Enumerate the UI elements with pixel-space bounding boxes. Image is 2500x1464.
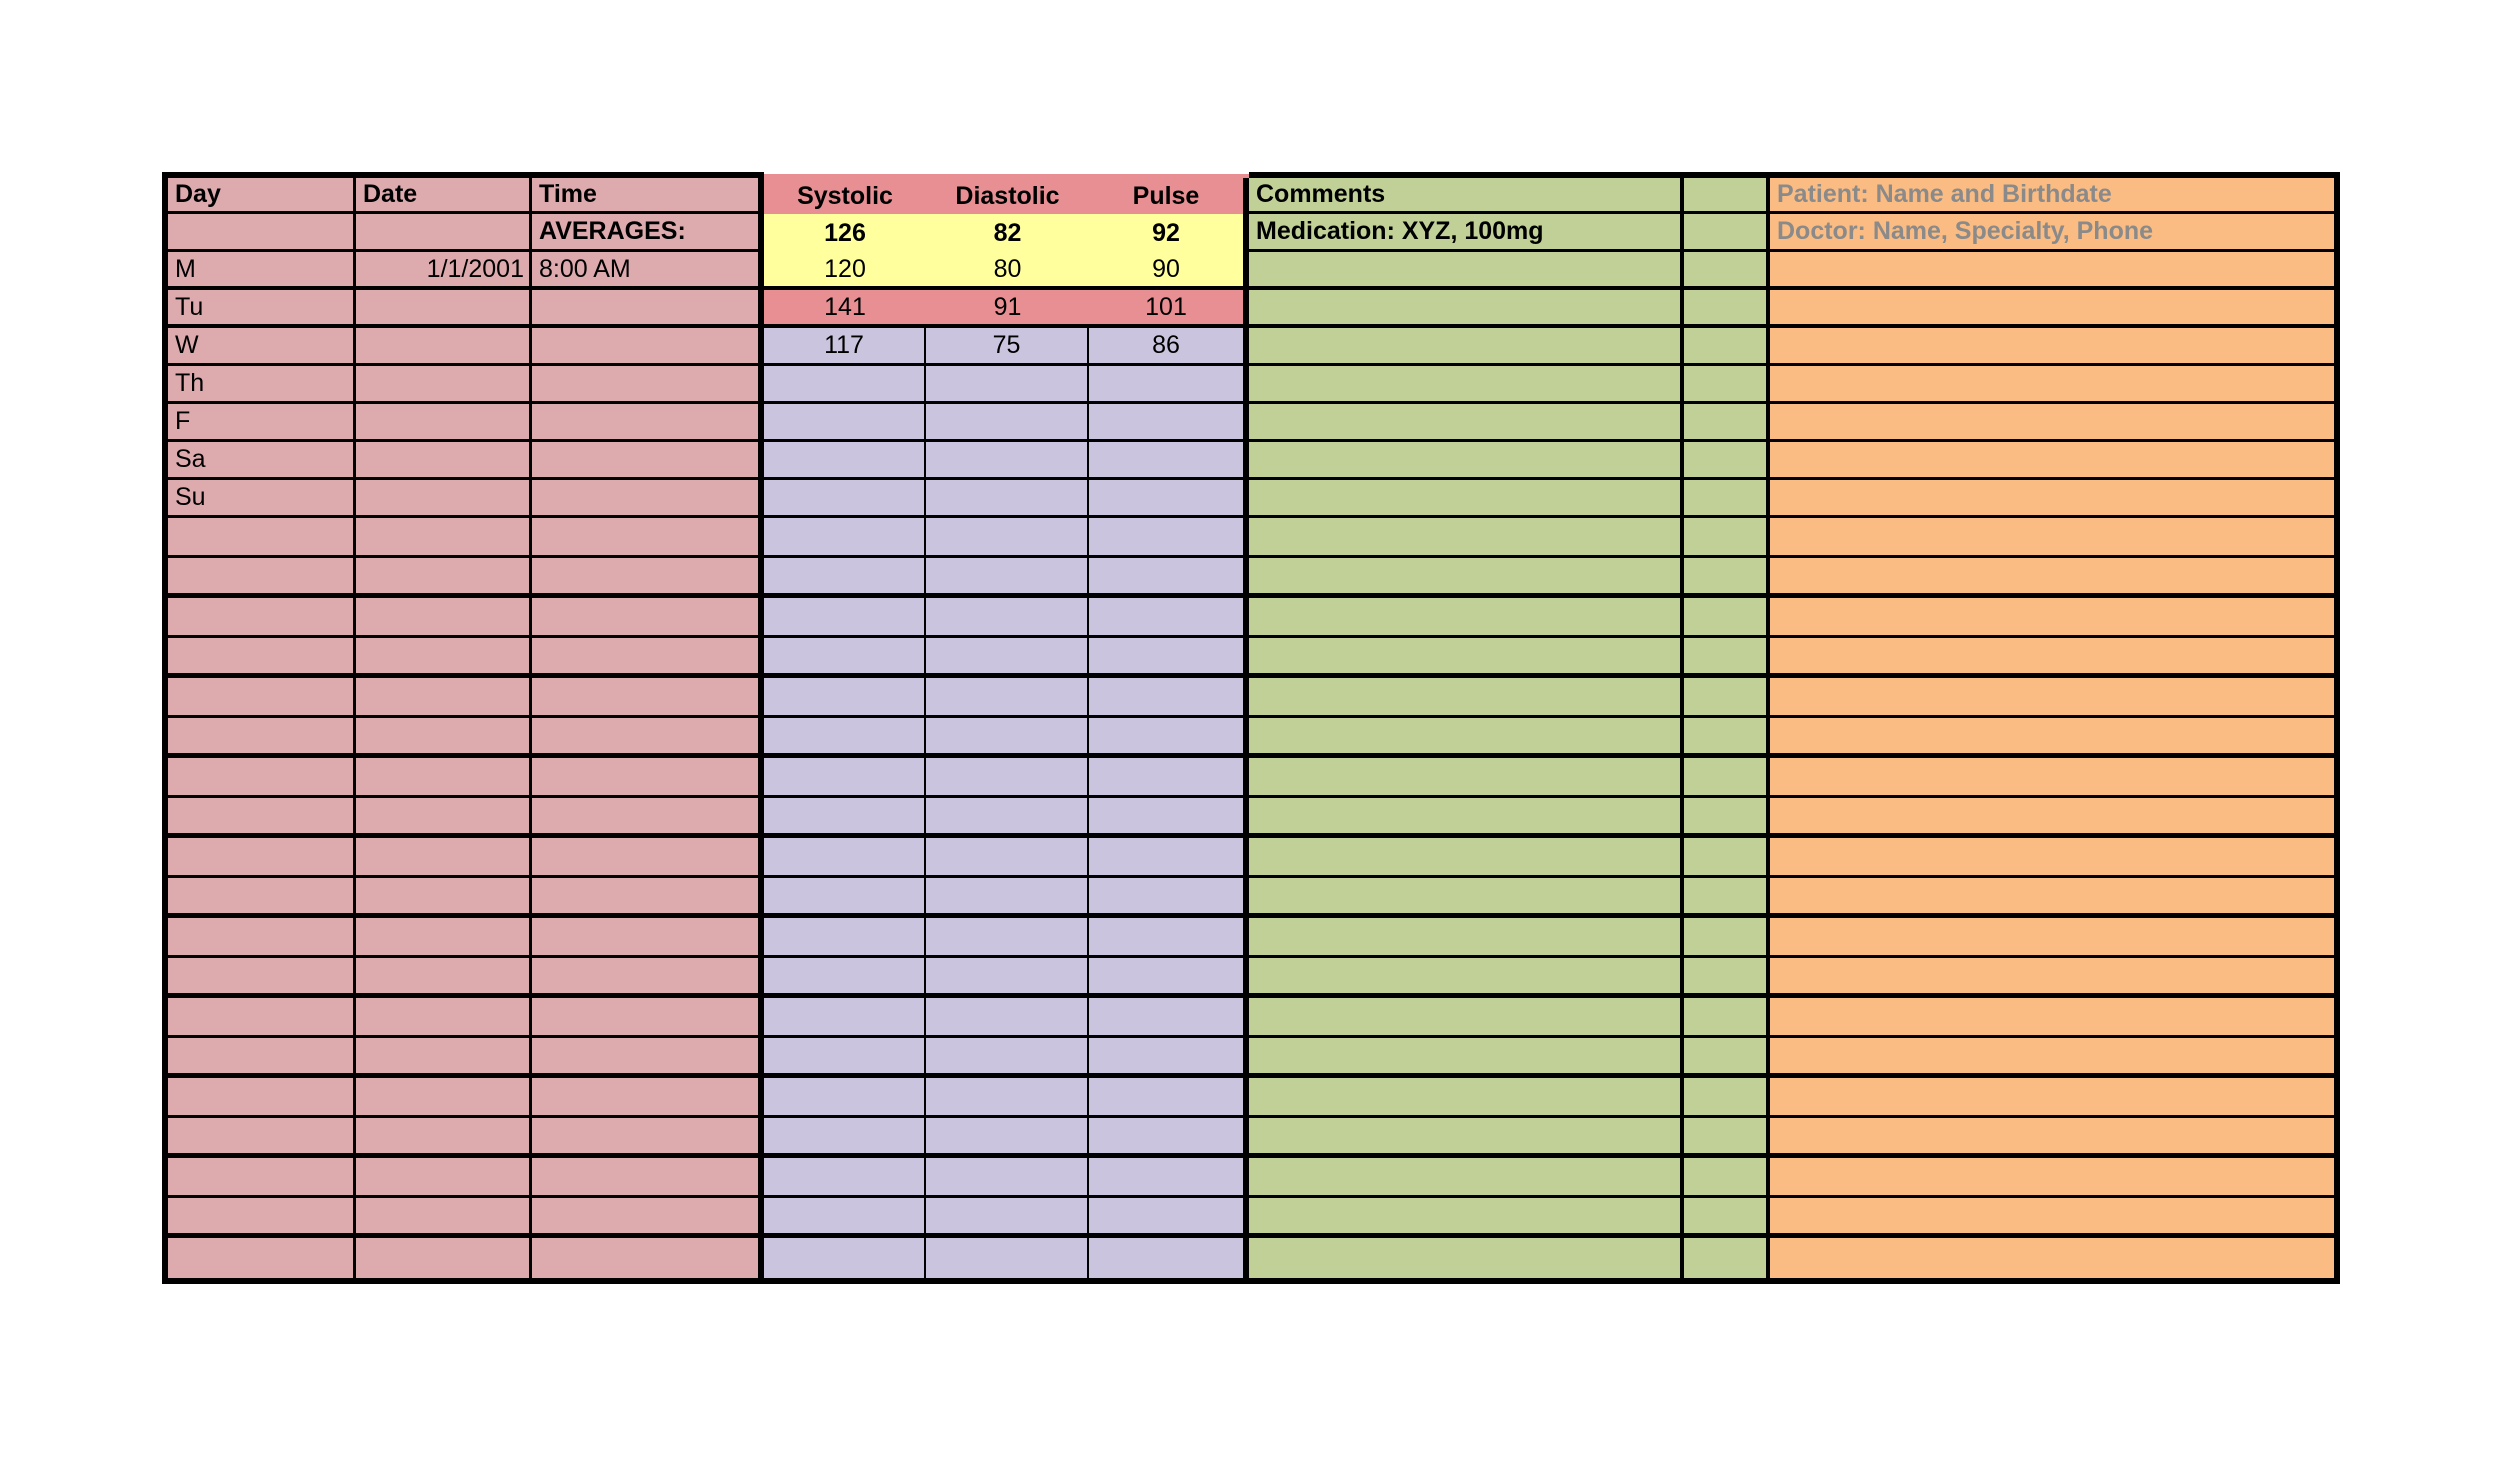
cell-comments-r9 <box>1249 518 1684 558</box>
cell-diastolic-r3: 91 <box>926 290 1089 328</box>
cell-systolic-r3: 141 <box>764 290 926 328</box>
cell-patient-r27 <box>1770 1238 2334 1278</box>
cell-patient-r19 <box>1770 918 2334 958</box>
cell-date-r14 <box>356 718 532 758</box>
cell-comments-r5 <box>1249 366 1684 404</box>
cell-date-r24 <box>356 1118 532 1158</box>
cell-day-r20 <box>168 958 356 998</box>
cell-pulse-r4: 86 <box>1089 328 1249 366</box>
cell-patient-r25 <box>1770 1158 2334 1198</box>
cell-time-r25 <box>532 1158 764 1198</box>
cell-spacer-r12 <box>1684 638 1770 678</box>
summary-cell-date <box>356 214 532 252</box>
cell-day-r8: Su <box>168 480 356 518</box>
cell-systolic-r13 <box>764 678 926 718</box>
cell-pulse-r5 <box>1089 366 1249 404</box>
cell-diastolic-r26 <box>926 1198 1089 1238</box>
cell-diastolic-r2: 80 <box>926 252 1089 290</box>
cell-pulse-r11 <box>1089 598 1249 638</box>
cell-systolic-r4: 117 <box>764 328 926 366</box>
cell-diastolic-r5 <box>926 366 1089 404</box>
cell-spacer-r6 <box>1684 404 1770 442</box>
summary-cell-systolic: 126 <box>764 214 926 252</box>
header-pulse: Pulse <box>1089 178 1249 214</box>
cell-patient-r23 <box>1770 1078 2334 1118</box>
header-systolic: Systolic <box>764 178 926 214</box>
header-day: Day <box>168 178 356 214</box>
cell-spacer-r21 <box>1684 998 1770 1038</box>
cell-systolic-r21 <box>764 998 926 1038</box>
cell-patient-r14 <box>1770 718 2334 758</box>
cell-day-r22 <box>168 1038 356 1078</box>
cell-patient-r18 <box>1770 878 2334 918</box>
cell-patient-r15 <box>1770 758 2334 798</box>
cell-date-r2: 1/1/2001 <box>356 252 532 290</box>
cell-pulse-r7 <box>1089 442 1249 480</box>
cell-patient-r6 <box>1770 404 2334 442</box>
cell-pulse-r27 <box>1089 1238 1249 1278</box>
cell-date-r21 <box>356 998 532 1038</box>
header-date: Date <box>356 178 532 214</box>
cell-date-r13 <box>356 678 532 718</box>
cell-diastolic-r20 <box>926 958 1089 998</box>
cell-patient-r3 <box>1770 290 2334 328</box>
cell-date-r25 <box>356 1158 532 1198</box>
cell-spacer-r23 <box>1684 1078 1770 1118</box>
cell-systolic-r2: 120 <box>764 252 926 290</box>
cell-patient-r16 <box>1770 798 2334 838</box>
cell-patient-r22 <box>1770 1038 2334 1078</box>
cell-patient-r2 <box>1770 252 2334 290</box>
header-patient: Patient: Name and Birthdate <box>1770 178 2334 214</box>
cell-pulse-r23 <box>1089 1078 1249 1118</box>
cell-pulse-r6 <box>1089 404 1249 442</box>
cell-date-r23 <box>356 1078 532 1118</box>
cell-patient-r13 <box>1770 678 2334 718</box>
cell-time-r8 <box>532 480 764 518</box>
cell-spacer-r27 <box>1684 1238 1770 1278</box>
cell-time-r3 <box>532 290 764 328</box>
cell-time-r10 <box>532 558 764 598</box>
header-spacer <box>1684 178 1770 214</box>
cell-spacer-r3 <box>1684 290 1770 328</box>
cell-pulse-r3: 101 <box>1089 290 1249 328</box>
cell-diastolic-r11 <box>926 598 1089 638</box>
cell-day-r23 <box>168 1078 356 1118</box>
cell-systolic-r8 <box>764 480 926 518</box>
cell-date-r5 <box>356 366 532 404</box>
summary-cell-comments: Medication: XYZ, 100mg <box>1249 214 1684 252</box>
cell-date-r20 <box>356 958 532 998</box>
cell-day-r14 <box>168 718 356 758</box>
cell-comments-r15 <box>1249 758 1684 798</box>
cell-date-r15 <box>356 758 532 798</box>
cell-pulse-r19 <box>1089 918 1249 958</box>
cell-time-r16 <box>532 798 764 838</box>
cell-time-r27 <box>532 1238 764 1278</box>
cell-comments-r6 <box>1249 404 1684 442</box>
cell-date-r26 <box>356 1198 532 1238</box>
cell-patient-r5 <box>1770 366 2334 404</box>
cell-pulse-r12 <box>1089 638 1249 678</box>
cell-diastolic-r23 <box>926 1078 1089 1118</box>
cell-comments-r11 <box>1249 598 1684 638</box>
cell-patient-r21 <box>1770 998 2334 1038</box>
cell-date-r3 <box>356 290 532 328</box>
cell-patient-r17 <box>1770 838 2334 878</box>
cell-diastolic-r10 <box>926 558 1089 598</box>
cell-day-r18 <box>168 878 356 918</box>
cell-comments-r22 <box>1249 1038 1684 1078</box>
cell-systolic-r10 <box>764 558 926 598</box>
cell-diastolic-r12 <box>926 638 1089 678</box>
cell-systolic-r12 <box>764 638 926 678</box>
cell-time-r12 <box>532 638 764 678</box>
cell-spacer-r9 <box>1684 518 1770 558</box>
cell-pulse-r17 <box>1089 838 1249 878</box>
cell-diastolic-r19 <box>926 918 1089 958</box>
cell-pulse-r2: 90 <box>1089 252 1249 290</box>
cell-date-r16 <box>356 798 532 838</box>
cell-time-r18 <box>532 878 764 918</box>
cell-diastolic-r7 <box>926 442 1089 480</box>
cell-systolic-r6 <box>764 404 926 442</box>
cell-comments-r20 <box>1249 958 1684 998</box>
cell-pulse-r22 <box>1089 1038 1249 1078</box>
cell-systolic-r16 <box>764 798 926 838</box>
cell-patient-r9 <box>1770 518 2334 558</box>
cell-day-r4: W <box>168 328 356 366</box>
cell-systolic-r25 <box>764 1158 926 1198</box>
cell-pulse-r24 <box>1089 1118 1249 1158</box>
cell-comments-r7 <box>1249 442 1684 480</box>
cell-comments-r26 <box>1249 1198 1684 1238</box>
bp-log-sheet <box>162 172 2340 1284</box>
cell-spacer-r4 <box>1684 328 1770 366</box>
cell-comments-r4 <box>1249 328 1684 366</box>
cell-pulse-r9 <box>1089 518 1249 558</box>
mid-header-raised-cap <box>764 174 1249 178</box>
cell-diastolic-r18 <box>926 878 1089 918</box>
cell-time-r24 <box>532 1118 764 1158</box>
cell-spacer-r10 <box>1684 558 1770 598</box>
cell-spacer-r7 <box>1684 442 1770 480</box>
cell-day-r12 <box>168 638 356 678</box>
cell-pulse-r8 <box>1089 480 1249 518</box>
cell-diastolic-r8 <box>926 480 1089 518</box>
cell-systolic-r23 <box>764 1078 926 1118</box>
cell-date-r10 <box>356 558 532 598</box>
cell-comments-r2 <box>1249 252 1684 290</box>
cell-diastolic-r25 <box>926 1158 1089 1198</box>
summary-cell-spacer <box>1684 214 1770 252</box>
cell-day-r24 <box>168 1118 356 1158</box>
cell-spacer-r16 <box>1684 798 1770 838</box>
cell-time-r7 <box>532 442 764 480</box>
cell-diastolic-r14 <box>926 718 1089 758</box>
cell-day-r2: M <box>168 252 356 290</box>
cell-comments-r10 <box>1249 558 1684 598</box>
cell-day-r21 <box>168 998 356 1038</box>
cell-spacer-r13 <box>1684 678 1770 718</box>
cell-diastolic-r27 <box>926 1238 1089 1278</box>
cell-spacer-r19 <box>1684 918 1770 958</box>
cell-date-r9 <box>356 518 532 558</box>
cell-systolic-r7 <box>764 442 926 480</box>
cell-date-r8 <box>356 480 532 518</box>
header-comments: Comments <box>1249 178 1684 214</box>
cell-patient-r10 <box>1770 558 2334 598</box>
cell-patient-r11 <box>1770 598 2334 638</box>
cell-time-r5 <box>532 366 764 404</box>
cell-comments-r19 <box>1249 918 1684 958</box>
header-time: Time <box>532 178 764 214</box>
cell-day-r27 <box>168 1238 356 1278</box>
cell-comments-r13 <box>1249 678 1684 718</box>
cell-systolic-r17 <box>764 838 926 878</box>
cell-patient-r12 <box>1770 638 2334 678</box>
summary-cell-time: AVERAGES: <box>532 214 764 252</box>
cell-diastolic-r15 <box>926 758 1089 798</box>
cell-time-r17 <box>532 838 764 878</box>
cell-date-r18 <box>356 878 532 918</box>
cell-time-r15 <box>532 758 764 798</box>
cell-spacer-r20 <box>1684 958 1770 998</box>
cell-time-r9 <box>532 518 764 558</box>
cell-diastolic-r4: 75 <box>926 328 1089 366</box>
cell-spacer-r5 <box>1684 366 1770 404</box>
cell-systolic-r22 <box>764 1038 926 1078</box>
cell-day-r11 <box>168 598 356 638</box>
cell-date-r22 <box>356 1038 532 1078</box>
cell-spacer-r18 <box>1684 878 1770 918</box>
cell-patient-r7 <box>1770 442 2334 480</box>
cell-pulse-r18 <box>1089 878 1249 918</box>
cell-pulse-r13 <box>1089 678 1249 718</box>
cell-comments-r16 <box>1249 798 1684 838</box>
summary-cell-pulse: 92 <box>1089 214 1249 252</box>
cell-time-r22 <box>532 1038 764 1078</box>
cell-spacer-r8 <box>1684 480 1770 518</box>
cell-day-r9 <box>168 518 356 558</box>
cell-time-r13 <box>532 678 764 718</box>
cell-spacer-r11 <box>1684 598 1770 638</box>
cell-comments-r18 <box>1249 878 1684 918</box>
cell-time-r23 <box>532 1078 764 1118</box>
cell-patient-r24 <box>1770 1118 2334 1158</box>
cell-comments-r14 <box>1249 718 1684 758</box>
cell-comments-r3 <box>1249 290 1684 328</box>
cell-date-r17 <box>356 838 532 878</box>
cell-diastolic-r24 <box>926 1118 1089 1158</box>
cell-day-r25 <box>168 1158 356 1198</box>
cell-pulse-r10 <box>1089 558 1249 598</box>
cell-date-r7 <box>356 442 532 480</box>
cell-systolic-r27 <box>764 1238 926 1278</box>
cell-pulse-r15 <box>1089 758 1249 798</box>
cell-date-r6 <box>356 404 532 442</box>
cell-time-r14 <box>532 718 764 758</box>
cell-day-r19 <box>168 918 356 958</box>
cell-patient-r20 <box>1770 958 2334 998</box>
cell-date-r4 <box>356 328 532 366</box>
cell-pulse-r20 <box>1089 958 1249 998</box>
cell-spacer-r25 <box>1684 1158 1770 1198</box>
cell-pulse-r26 <box>1089 1198 1249 1238</box>
cell-systolic-r14 <box>764 718 926 758</box>
cell-systolic-r19 <box>764 918 926 958</box>
cell-comments-r8 <box>1249 480 1684 518</box>
cell-day-r15 <box>168 758 356 798</box>
cell-time-r6 <box>532 404 764 442</box>
cell-comments-r23 <box>1249 1078 1684 1118</box>
cell-day-r10 <box>168 558 356 598</box>
cell-date-r12 <box>356 638 532 678</box>
cell-comments-r12 <box>1249 638 1684 678</box>
cell-comments-r21 <box>1249 998 1684 1038</box>
cell-time-r20 <box>532 958 764 998</box>
cell-spacer-r14 <box>1684 718 1770 758</box>
cell-date-r19 <box>356 918 532 958</box>
cell-day-r7: Sa <box>168 442 356 480</box>
cell-day-r26 <box>168 1198 356 1238</box>
cell-patient-r8 <box>1770 480 2334 518</box>
cell-date-r11 <box>356 598 532 638</box>
cell-pulse-r25 <box>1089 1158 1249 1198</box>
cell-spacer-r22 <box>1684 1038 1770 1078</box>
cell-diastolic-r21 <box>926 998 1089 1038</box>
summary-cell-day <box>168 214 356 252</box>
cell-time-r26 <box>532 1198 764 1238</box>
cell-systolic-r5 <box>764 366 926 404</box>
cell-day-r3: Tu <box>168 290 356 328</box>
cell-date-r27 <box>356 1238 532 1278</box>
summary-cell-diastolic: 82 <box>926 214 1089 252</box>
cell-time-r19 <box>532 918 764 958</box>
cell-time-r2: 8:00 AM <box>532 252 764 290</box>
cell-comments-r27 <box>1249 1238 1684 1278</box>
cell-patient-r26 <box>1770 1198 2334 1238</box>
cell-diastolic-r22 <box>926 1038 1089 1078</box>
cell-day-r16 <box>168 798 356 838</box>
cell-spacer-r17 <box>1684 838 1770 878</box>
cell-pulse-r16 <box>1089 798 1249 838</box>
cell-systolic-r11 <box>764 598 926 638</box>
cell-diastolic-r17 <box>926 838 1089 878</box>
cell-diastolic-r6 <box>926 404 1089 442</box>
cell-diastolic-r13 <box>926 678 1089 718</box>
cell-day-r6: F <box>168 404 356 442</box>
cell-systolic-r9 <box>764 518 926 558</box>
cell-time-r11 <box>532 598 764 638</box>
header-diastolic: Diastolic <box>926 178 1089 214</box>
cell-diastolic-r9 <box>926 518 1089 558</box>
cell-spacer-r15 <box>1684 758 1770 798</box>
cell-systolic-r26 <box>764 1198 926 1238</box>
cell-diastolic-r16 <box>926 798 1089 838</box>
cell-systolic-r18 <box>764 878 926 918</box>
cell-time-r4 <box>532 328 764 366</box>
cell-comments-r25 <box>1249 1158 1684 1198</box>
cell-day-r5: Th <box>168 366 356 404</box>
cell-systolic-r24 <box>764 1118 926 1158</box>
cell-pulse-r21 <box>1089 998 1249 1038</box>
cell-systolic-r15 <box>764 758 926 798</box>
cell-systolic-r20 <box>764 958 926 998</box>
cell-patient-r4 <box>1770 328 2334 366</box>
cell-spacer-r2 <box>1684 252 1770 290</box>
cell-time-r21 <box>532 998 764 1038</box>
cell-spacer-r26 <box>1684 1198 1770 1238</box>
summary-cell-patient: Doctor: Name, Specialty, Phone <box>1770 214 2334 252</box>
cell-comments-r17 <box>1249 838 1684 878</box>
cell-comments-r24 <box>1249 1118 1684 1158</box>
cell-spacer-r24 <box>1684 1118 1770 1158</box>
cell-day-r17 <box>168 838 356 878</box>
cell-pulse-r14 <box>1089 718 1249 758</box>
cell-day-r13 <box>168 678 356 718</box>
